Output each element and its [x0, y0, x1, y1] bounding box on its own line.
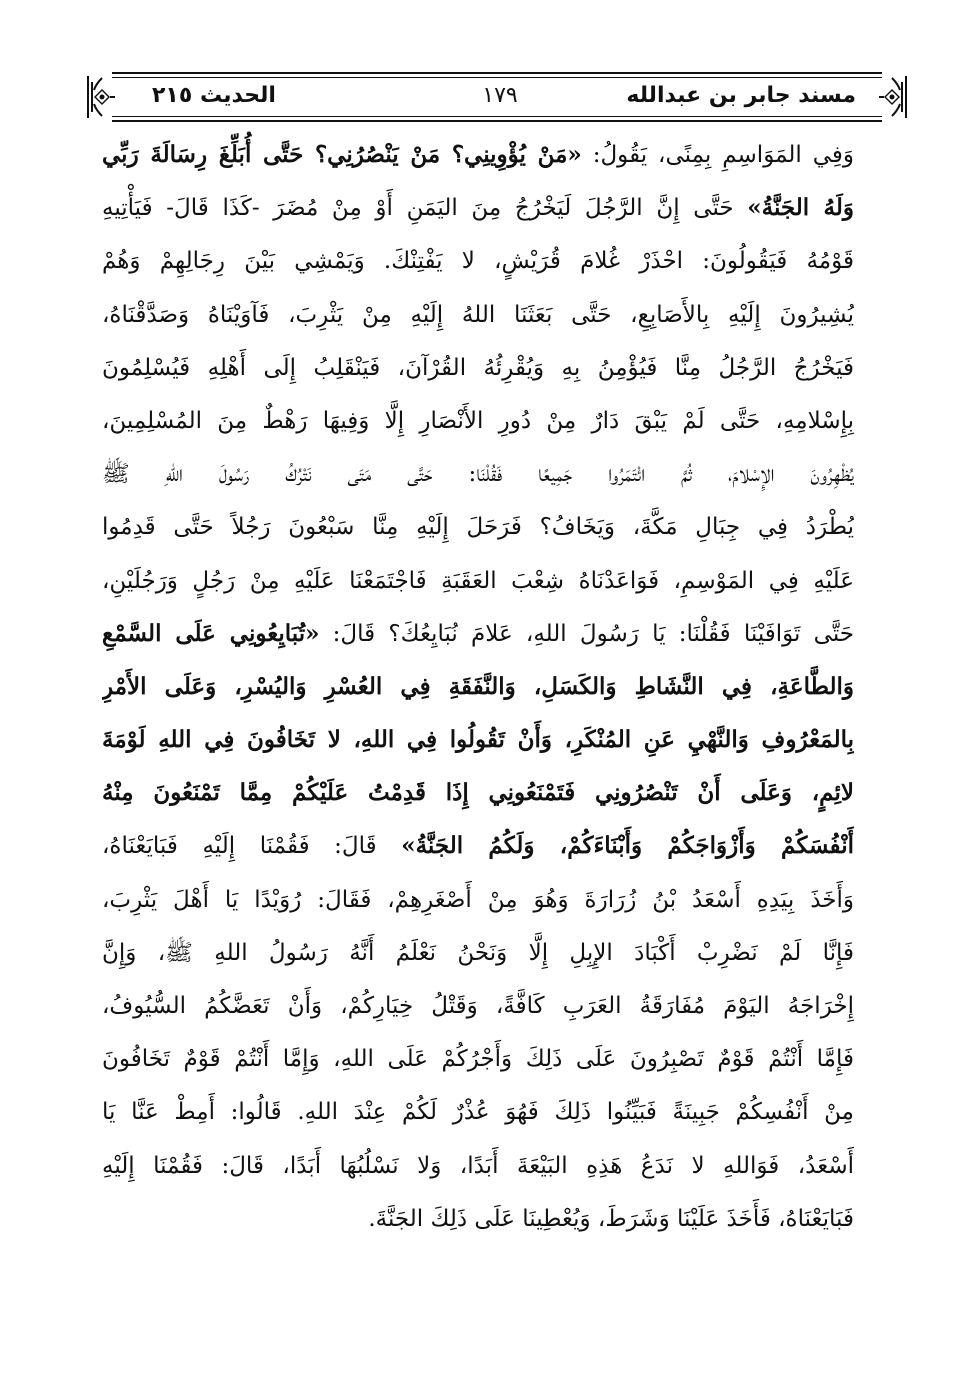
text-line: فَإِنَّا لَمْ نَضْرِبْ أَكْبَادَ الإِبِلِ إِلَّا وَنَحْنُ نَعْلَمُ أَنَّهُ رَسُولُ اللهِ ﷺ، وَإِنَّ — [102, 939, 854, 966]
text-line: يُشِيرُونَ إِلَيْهِ بِالأَصَابِعِ، حَتَّى بَعَثَنَا اللهُ إِلَيْهِ مِنْ يَثْرِبَ، فَآوَيْنَاهُ وَصَدَّقْنَاهُ، — [102, 301, 854, 328]
book-title: مسند جابر بن عبدالله — [626, 83, 856, 108]
text-line: أَنْفُسَكُمْ وَأَزْوَاجَكُمْ وَأَبْنَاءَكُمْ، وَلَكُمُ الجَنَّةُ» قَالَ: فَقُمْنَا إِلَيْهِ فَبَايَعْنَاهُ، — [102, 832, 854, 860]
text-line: لائِمٍ، وَعَلَى أَنْ تَنْصُرُونِي فَتَمْنَعُونِي إِذَا قَدِمْتُ عَلَيْكُمْ مِمَّا تَمْنَعُونَ مِنْهُ — [102, 779, 854, 807]
text-line: وَفِي المَوَاسِمِ بِمِنًى، يَقُولُ: «مَنْ يُؤْوِينِي؟ مَنْ يَنْصُرُنِي؟ حَتَّى أُبَلِّغَ رِسَالَةَ رَبِّي — [102, 141, 854, 168]
text-line: أَسْعَدُ، فَوَاللهِ لا نَدَعُ هَذِهِ البَيْعَةَ أَبَدًا، وَلا نَسْلُبُهَا أَبَدًا، قَالَ: فَقُمْنَا إِلَيْهِ — [102, 1152, 854, 1179]
text-line: فَبَايَعْنَاهُ، فَأَخَذَ عَلَيْنَا وَشَرَطَ، وَيُعْطِينَا عَلَى ذَلِكَ الجَنَّةَ. — [368, 1205, 854, 1232]
text-line: قَوْمُهُ فَيَقُولُونَ: احْذَرْ غُلامَ قُرَيْشٍ، لا يَفْتِنْكَ. وَيَمْشِي بَيْنَ رِجَالِهِمْ وَهُمْ — [102, 248, 854, 275]
text-line: حَتَّى تَوَافَيْنَا فَقُلْنَا: يَا رَسُولَ اللهِ، عَلامَ نُبَايِعُكَ؟ قَالَ: «تُبَايِعُونِي عَلَى السَّمْعِ — [102, 619, 854, 647]
hadith-text — [102, 128, 854, 1245]
text-line: بِإِسْلامِهِ، حَتَّى لَمْ يَبْقَ دَارٌ مِنْ دُورِ الأَنْصَارِ إِلَّا وَفِيهَا رَهْطٌ مِنَ المُسْلِمِينَ، — [102, 407, 854, 434]
text-line: وَأَخَذَ بِيَدِهِ أَسْعَدُ بْنُ زُرَارَةَ وَهُوَ مِنْ أَصْغَرِهِمْ، فَقَالَ: رُوَيْدًا يَا أَهْلَ يَثْرِبَ، — [102, 886, 854, 913]
text-line: إِخْرَاجَهُ اليَوْمَ مُفَارَقَةُ العَرَبِ كَافَّةً، وَقَتْلُ خِيَارِكُمْ، وَأَنْ تَعَضَّكُمُ السُّيُوفُ، — [102, 993, 854, 1019]
text-line: فَيَخْرُجُ الرَّجُلُ مِنَّا فَيُؤْمِنُ بِهِ وَيُقْرِئُهُ القُرْآنَ، فَيَنْقَلِبُ إِلَى أَهْلِهِ فَيُسْلِمُونَ — [102, 354, 854, 381]
text-line: وَلَهُ الجَنَّةُ» حَتَّى إِنَّ الرَّجُلَ لَيَخْرُجُ مِنَ اليَمَنِ أَوْ مِنْ مُضَرَ -كَذَا قَالَ- فَيَأْتِيهِ — [102, 194, 854, 222]
text-line: بِالمَعْرُوفِ وَالنَّهْيِ عَنِ المُنْكَرِ، وَأَنْ تَقُولُوا فِي اللهِ، لا تَخَافُونَ فِي اللهِ لَوْمَةَ — [102, 726, 854, 754]
text-line: يُظْهِرُونَ الإِسْلامَ، ثُمَّ ائْتَمَرُوا جَمِيعًا فَقُلْنَا: حَتَّى مَتَى نَتْرُكُ رَسُولَ اللهِ ﷺ — [102, 461, 854, 488]
hadith-label: الحديث ٢١٥ — [152, 83, 276, 108]
page-number: ١٧٩ — [482, 83, 518, 108]
text-line: فَإِمَّا أَنْتُمْ قَوْمٌ تَصْبِرُونَ عَلَى ذَلِكَ وَأَجْرُكُمْ عَلَى اللهِ، وَإِمَّا أَنْتُمْ قَوْمٌ تَخَافُونَ — [102, 1046, 854, 1073]
text-line: عَلَيْهِ فِي المَوْسِمِ، فَوَاعَدْنَاهُ شِعْبَ العَقَبَةِ فَاجْتَمَعْنَا عَلَيْهِ مِنْ رَجُلٍ وَرَجُلَيْنِ، — [102, 567, 854, 594]
text-line: وَالطَّاعَةِ، فِي النَّشَاطِ وَالكَسَلِ، وَالنَّفَقَةِ فِي العُسْرِ وَاليُسْرِ، وَعَلَى الأَمْرِ — [102, 672, 854, 700]
text-line: يُطْرَدُ فِي جِبَالِ مَكَّةَ، وَيَخَافُ؟ فَرَحَلَ إِلَيْهِ مِنَّا سَبْعُونَ رَجُلاً حَتَّى قَدِمُوا — [102, 514, 854, 541]
text-line: مِنْ أَنْفُسِكُمْ جَبِينَةً فَبَيِّنُوا ذَلِكَ فَهُوَ عُذْرٌ لَكُمْ عِنْدَ اللهِ. قَالُوا: أَمِطْ عَنَّا يَا — [102, 1099, 854, 1126]
ornament-left-icon — [86, 72, 116, 122]
running-header — [86, 72, 908, 122]
ornament-right-icon — [878, 72, 908, 122]
